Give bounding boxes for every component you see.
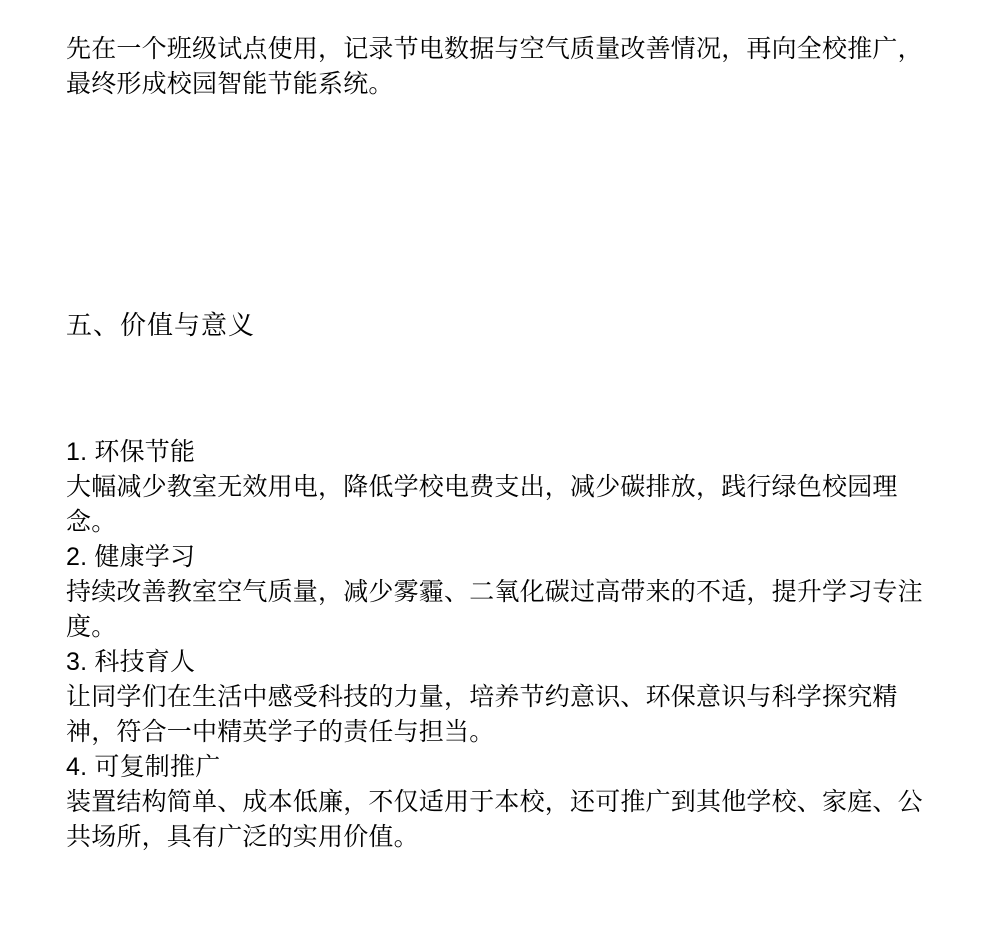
list-item-title: 1. 环保节能	[66, 438, 196, 466]
list-item	[66, 435, 923, 540]
list-item	[66, 750, 923, 855]
list-item-title: 4. 可复制推广	[66, 753, 221, 781]
intro-paragraph: 先在一个班级试点使用，记录节电数据与空气质量改善情况，再向全校推广，最终形成校园智能节能系统。	[66, 35, 923, 98]
value-list	[66, 343, 923, 855]
list-item-title: 2. 健康学习	[66, 543, 196, 571]
section-heading: 五、价值与意义	[66, 310, 256, 340]
list-item-body: 让同学们在生活中感受科技的力量，培养节约意识、环保意识与科学探究精神，符合一中精英学子的责任与担当。	[66, 683, 898, 746]
list-item	[66, 645, 923, 750]
list-item-title: 3. 科技育人	[66, 648, 196, 676]
list-item-body: 大幅减少教室无效用电，降低学校电费支出，减少碳排放，践行绿色校园理念。	[66, 473, 898, 536]
list-item-body: 装置结构简单、成本低廉，不仅适用于本校，还可推广到其他学校、家庭、公共场所，具有广泛的实用价值。	[66, 788, 923, 851]
list-item	[66, 540, 923, 645]
list-item-body: 持续改善教室空气质量，减少雾霾、二氧化碳过高带来的不适，提升学习专注度。	[66, 578, 923, 641]
